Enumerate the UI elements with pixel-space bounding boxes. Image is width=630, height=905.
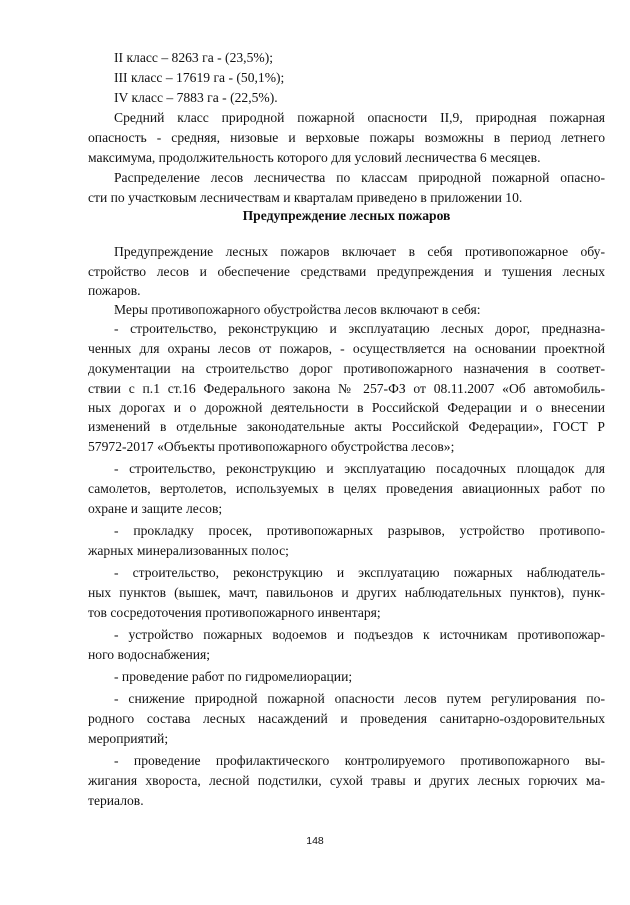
- item-landing-line: самолетов, вертолетов, используемых в целях проведения авиационных работ по: [88, 481, 605, 496]
- item-landing-line: охране и защите лесов;: [88, 501, 223, 516]
- class-line-3: III класс – 17619 га - (50,1%);: [114, 70, 285, 85]
- item-roads-line: ствии с п.1 ст.16 Федерального закона № 257-ФЗ от 08.11.2007 «Об автомобиль-: [88, 381, 605, 396]
- item-observation-line: - строительство, реконструкцию и эксплуатацию пожарных наблюдатель-: [114, 565, 605, 580]
- para-intro-line: пожаров.: [88, 283, 141, 298]
- para-distribution-line: Распределение лесов лесничества по классам природной пожарной опасно-: [114, 170, 605, 185]
- item-landing-line: - строительство, реконструкцию и эксплуатацию посадочных площадок для: [114, 461, 605, 476]
- para-distribution-line: сти по участковым лесничествам и кварталам приведено в приложении 10.: [88, 190, 523, 205]
- item-burning-line: жигания хвороста, лесной подстилки, сухой травы и других лесных горючих ма-: [88, 773, 605, 788]
- para-intro-line: Предупреждение лесных пожаров включает в себя противопожарное обу-: [114, 244, 605, 259]
- item-reduction-line: - снижение природной пожарной опасности лесов путем регулирования по-: [114, 691, 605, 706]
- item-clearings-line: - прокладку просек, противопожарных разрывов, устройство противопо-: [114, 523, 605, 538]
- item-clearings-line: жарных минерализованных полос;: [88, 543, 289, 558]
- item-observation-line: ных пунктов (вышек, мачт, павильонов и других наблюдательных пунктов), пунк-: [88, 585, 605, 600]
- class-line-4: IV класс – 7883 га - (22,5%).: [114, 90, 278, 105]
- item-burning-line: - проведение профилактического контролируемого противопожарного вы-: [114, 753, 605, 768]
- para-middle-class-line: максимума, продолжительность которого для условий лесничества 6 месяцев.: [88, 150, 541, 165]
- para-middle-class-line: Средний класс природной пожарной опасности II,9, природная пожарная: [114, 110, 605, 125]
- item-reduction-line: мероприятий;: [88, 731, 169, 746]
- para-intro-line: стройство лесов и обеспечение средствами предупреждения и тушения лесных: [88, 264, 605, 279]
- item-roads-line: изменений в отдельные законодательные акты Российской Федерации», ГОСТ Р: [88, 419, 605, 434]
- item-roads-line: документации на строительство дорог противопожарного назначения в соответ-: [88, 361, 605, 376]
- section-heading: Предупреждение лесных пожаров: [242, 208, 451, 223]
- item-roads-line: ных дорогах и о дорожной деятельности в Российской Федерации и о внесении: [88, 400, 605, 415]
- para-middle-class-line: опасность - средняя, низовые и верховые пожары возможны в период летнего: [88, 130, 605, 145]
- item-hydro-line: - проведение работ по гидромелиорации;: [114, 669, 353, 684]
- item-roads-line: - строительство, реконструкцию и эксплуатацию лесных дорог, предназна-: [114, 321, 605, 336]
- measures-header: Меры противопожарного обустройства лесов включают в себя:: [114, 302, 481, 317]
- page-number: 148: [306, 835, 324, 847]
- class-line-2: II класс – 8263 га - (23,5%);: [114, 50, 273, 65]
- item-burning-line: териалов.: [88, 793, 144, 808]
- item-water-line: - устройство пожарных водоемов и подъездов к источникам противопожар-: [114, 627, 605, 642]
- item-observation-line: тов сосредоточения противопожарного инвентаря;: [88, 605, 381, 620]
- item-roads-line: ченных для охраны лесов от пожаров, - осуществляется на основании проектной: [88, 341, 605, 356]
- item-water-line: ного водоснабжения;: [88, 647, 211, 662]
- item-reduction-line: родного состава лесных насаждений и проведения санитарно-оздоровительных: [88, 711, 605, 726]
- item-roads-line: 57972-2017 «Объекты противопожарного обустройства лесов»;: [88, 439, 455, 454]
